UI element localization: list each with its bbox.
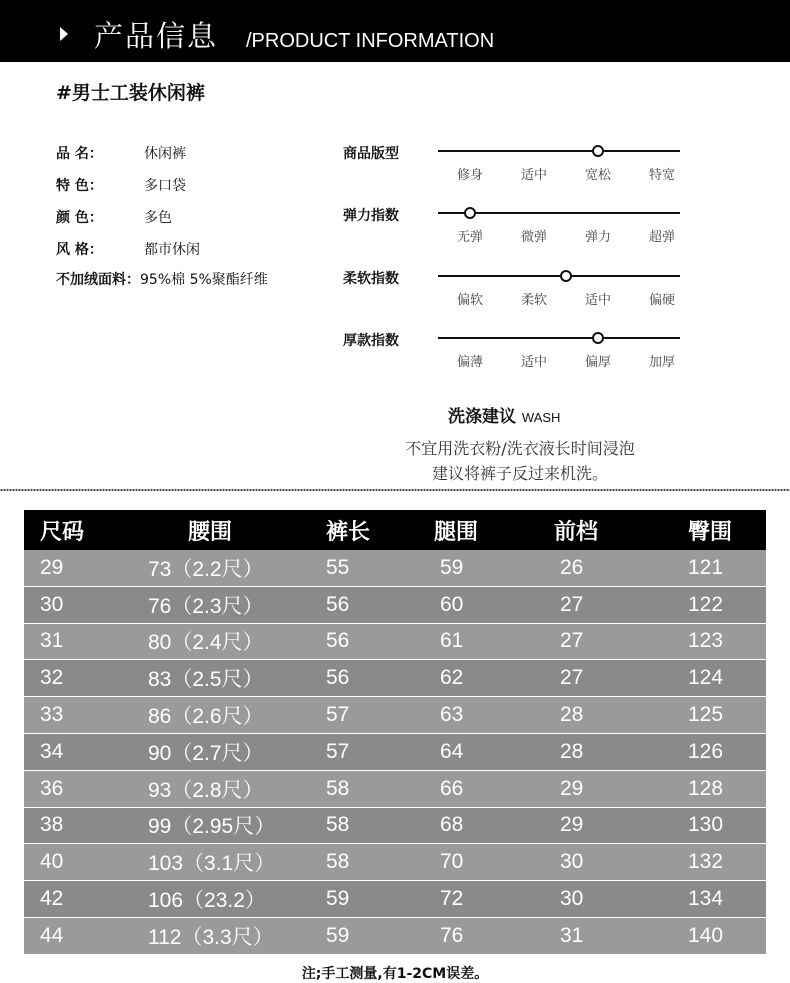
spec-key: 特 色： bbox=[56, 178, 103, 194]
table-cell: 112（3.3尺） bbox=[148, 925, 274, 949]
table-row bbox=[24, 808, 766, 845]
section-header bbox=[0, 0, 790, 62]
table-cell: 33 bbox=[40, 703, 64, 727]
spec-value: 95%棉 5%聚酯纤维 bbox=[140, 272, 268, 288]
table-cell: 134 bbox=[688, 887, 724, 911]
table-cell: 124 bbox=[688, 666, 724, 690]
table-row bbox=[24, 660, 766, 697]
table-row bbox=[24, 918, 766, 955]
spec-key: 不加绒面料： bbox=[56, 272, 140, 288]
table-row bbox=[24, 844, 766, 881]
table-cell: 130 bbox=[688, 813, 724, 837]
table-cell: 59 bbox=[326, 923, 350, 947]
spec-value: 都市休闲 bbox=[144, 242, 200, 258]
table-cell: 32 bbox=[40, 666, 64, 690]
table-cell: 63 bbox=[440, 703, 464, 727]
table-cell: 121 bbox=[688, 555, 724, 579]
spec-row bbox=[56, 239, 200, 259]
spec-row bbox=[56, 269, 268, 289]
table-cell: 64 bbox=[440, 739, 464, 763]
section-title: 产品信息 bbox=[94, 19, 219, 53]
table-cell: 73（2.2尺） bbox=[148, 557, 264, 581]
table-cell: 56 bbox=[326, 592, 350, 616]
scale-option: 弹力 bbox=[584, 230, 611, 245]
table-row bbox=[24, 624, 766, 661]
table-row bbox=[24, 587, 766, 624]
scale-line bbox=[438, 150, 680, 152]
product-subtitle: #男士工装休闲裤 bbox=[56, 82, 205, 104]
index-label: 弹力指数 bbox=[343, 208, 399, 224]
table-cell: 44 bbox=[40, 923, 64, 947]
table-header-cell: 臀围 bbox=[688, 519, 733, 545]
dotted-divider bbox=[0, 488, 790, 492]
scale-option: 偏软 bbox=[456, 293, 483, 308]
table-row bbox=[24, 550, 766, 587]
table-cell: 40 bbox=[40, 850, 64, 874]
measurement-note: 注;手工测量,有1-2CM误差。 bbox=[301, 966, 489, 982]
table-cell: 60 bbox=[440, 592, 464, 616]
table-cell: 128 bbox=[688, 776, 724, 800]
scale-option: 柔软 bbox=[520, 293, 547, 308]
scale-option: 无弹 bbox=[456, 230, 483, 245]
table-cell: 70 bbox=[440, 850, 464, 874]
wash-line: 建议将裤子反过来机洗。 bbox=[431, 464, 608, 483]
spec-key: 品 名： bbox=[56, 146, 103, 162]
section-title-english: /PRODUCT INFORMATION bbox=[246, 30, 495, 52]
spec-key: 颜 色： bbox=[56, 210, 103, 226]
table-cell: 28 bbox=[560, 739, 584, 763]
scale-option: 适中 bbox=[584, 293, 611, 308]
table-header-cell: 腰围 bbox=[188, 519, 233, 545]
table-cell: 58 bbox=[326, 813, 350, 837]
table-cell: 29 bbox=[40, 555, 64, 579]
table-cell: 56 bbox=[326, 666, 350, 690]
table-cell: 125 bbox=[688, 703, 724, 727]
spec-value: 休闲裤 bbox=[144, 146, 186, 162]
table-cell: 122 bbox=[688, 592, 724, 616]
scale-option: 微弹 bbox=[520, 230, 547, 245]
table-cell: 66 bbox=[440, 776, 464, 800]
index-scale bbox=[438, 142, 680, 182]
table-cell: 61 bbox=[440, 629, 464, 653]
table-cell: 140 bbox=[688, 923, 724, 947]
table-row bbox=[24, 881, 766, 918]
table-cell: 31 bbox=[40, 629, 64, 653]
spec-value: 多口袋 bbox=[144, 178, 186, 194]
scale-option: 超弹 bbox=[648, 230, 675, 245]
table-cell: 132 bbox=[688, 850, 724, 874]
wash-title-en: WASH bbox=[521, 410, 561, 425]
table-cell: 57 bbox=[326, 739, 350, 763]
table-cell: 55 bbox=[326, 555, 350, 579]
scale-option: 偏硬 bbox=[648, 293, 675, 308]
table-cell: 56 bbox=[326, 629, 350, 653]
size-table bbox=[24, 510, 766, 955]
index-label: 柔软指数 bbox=[343, 271, 399, 287]
table-cell: 59 bbox=[326, 887, 350, 911]
table-cell: 90（2.7尺） bbox=[148, 741, 264, 765]
index-label: 商品版型 bbox=[343, 146, 399, 162]
triangle-arrow-icon bbox=[60, 27, 68, 41]
index-label: 厚款指数 bbox=[343, 333, 399, 349]
scale-option: 修身 bbox=[456, 168, 483, 183]
table-header-cell: 前档 bbox=[554, 519, 599, 545]
scale-indicator-icon bbox=[592, 332, 604, 344]
table-cell: 30 bbox=[40, 592, 64, 616]
wash-title bbox=[448, 402, 560, 427]
index-scale bbox=[438, 204, 680, 244]
table-header-cell: 裤长 bbox=[326, 519, 371, 545]
table-cell: 72 bbox=[440, 887, 464, 911]
scale-line bbox=[438, 337, 680, 339]
spec-row bbox=[56, 175, 186, 195]
scale-option: 适中 bbox=[520, 168, 547, 183]
table-cell: 27 bbox=[560, 666, 584, 690]
table-cell: 59 bbox=[440, 555, 464, 579]
scale-option: 偏厚 bbox=[584, 355, 611, 370]
table-cell: 68 bbox=[440, 813, 464, 837]
table-header-cell: 尺码 bbox=[40, 519, 85, 545]
table-row bbox=[24, 771, 766, 808]
index-scale bbox=[438, 267, 680, 307]
scale-option: 加厚 bbox=[648, 355, 675, 370]
spec-value: 多色 bbox=[144, 210, 172, 226]
scale-line bbox=[438, 275, 680, 277]
table-cell: 58 bbox=[326, 776, 350, 800]
table-cell: 80（2.4尺） bbox=[148, 631, 264, 655]
index-scale bbox=[438, 329, 680, 369]
table-cell: 28 bbox=[560, 703, 584, 727]
table-cell: 31 bbox=[560, 923, 584, 947]
table-cell: 83（2.5尺） bbox=[148, 668, 264, 692]
spec-key: 风 格： bbox=[56, 242, 103, 258]
table-row bbox=[24, 734, 766, 771]
table-cell: 99（2.95尺） bbox=[148, 815, 276, 839]
table-cell: 38 bbox=[40, 813, 64, 837]
table-cell: 26 bbox=[560, 555, 584, 579]
spec-row bbox=[56, 207, 172, 227]
wash-title-cn: 洗涤建议 bbox=[448, 407, 516, 427]
table-cell: 27 bbox=[560, 629, 584, 653]
table-cell: 62 bbox=[440, 666, 464, 690]
scale-option: 特宽 bbox=[648, 168, 675, 183]
table-cell: 86（2.6尺） bbox=[148, 705, 264, 729]
table-header-cell: 腿围 bbox=[434, 519, 479, 545]
table-row bbox=[24, 697, 766, 734]
scale-indicator-icon bbox=[560, 270, 572, 282]
wash-line: 不宜用洗衣粉/洗衣液长时间浸泡 bbox=[405, 439, 635, 458]
table-cell: 27 bbox=[560, 592, 584, 616]
spec-row bbox=[56, 143, 186, 163]
table-cell: 34 bbox=[40, 739, 64, 763]
table-cell: 93（2.8尺） bbox=[148, 778, 264, 802]
scale-option: 偏薄 bbox=[456, 355, 483, 370]
table-cell: 123 bbox=[688, 629, 724, 653]
table-cell: 57 bbox=[326, 703, 350, 727]
table-cell: 58 bbox=[326, 850, 350, 874]
table-cell: 42 bbox=[40, 887, 64, 911]
scale-indicator-icon bbox=[464, 207, 476, 219]
table-header-row bbox=[24, 510, 766, 550]
table-cell: 29 bbox=[560, 776, 584, 800]
table-cell: 103（3.1尺） bbox=[148, 852, 276, 876]
table-cell: 30 bbox=[560, 850, 584, 874]
table-cell: 76 bbox=[440, 923, 464, 947]
table-cell: 36 bbox=[40, 776, 64, 800]
table-cell: 106（23.2） bbox=[148, 889, 266, 913]
scale-indicator-icon bbox=[592, 145, 604, 157]
table-cell: 29 bbox=[560, 813, 584, 837]
scale-option: 宽松 bbox=[584, 168, 611, 183]
table-cell: 30 bbox=[560, 887, 584, 911]
table-cell: 76（2.3尺） bbox=[148, 594, 264, 618]
table-cell: 126 bbox=[688, 739, 724, 763]
scale-option: 适中 bbox=[520, 355, 547, 370]
